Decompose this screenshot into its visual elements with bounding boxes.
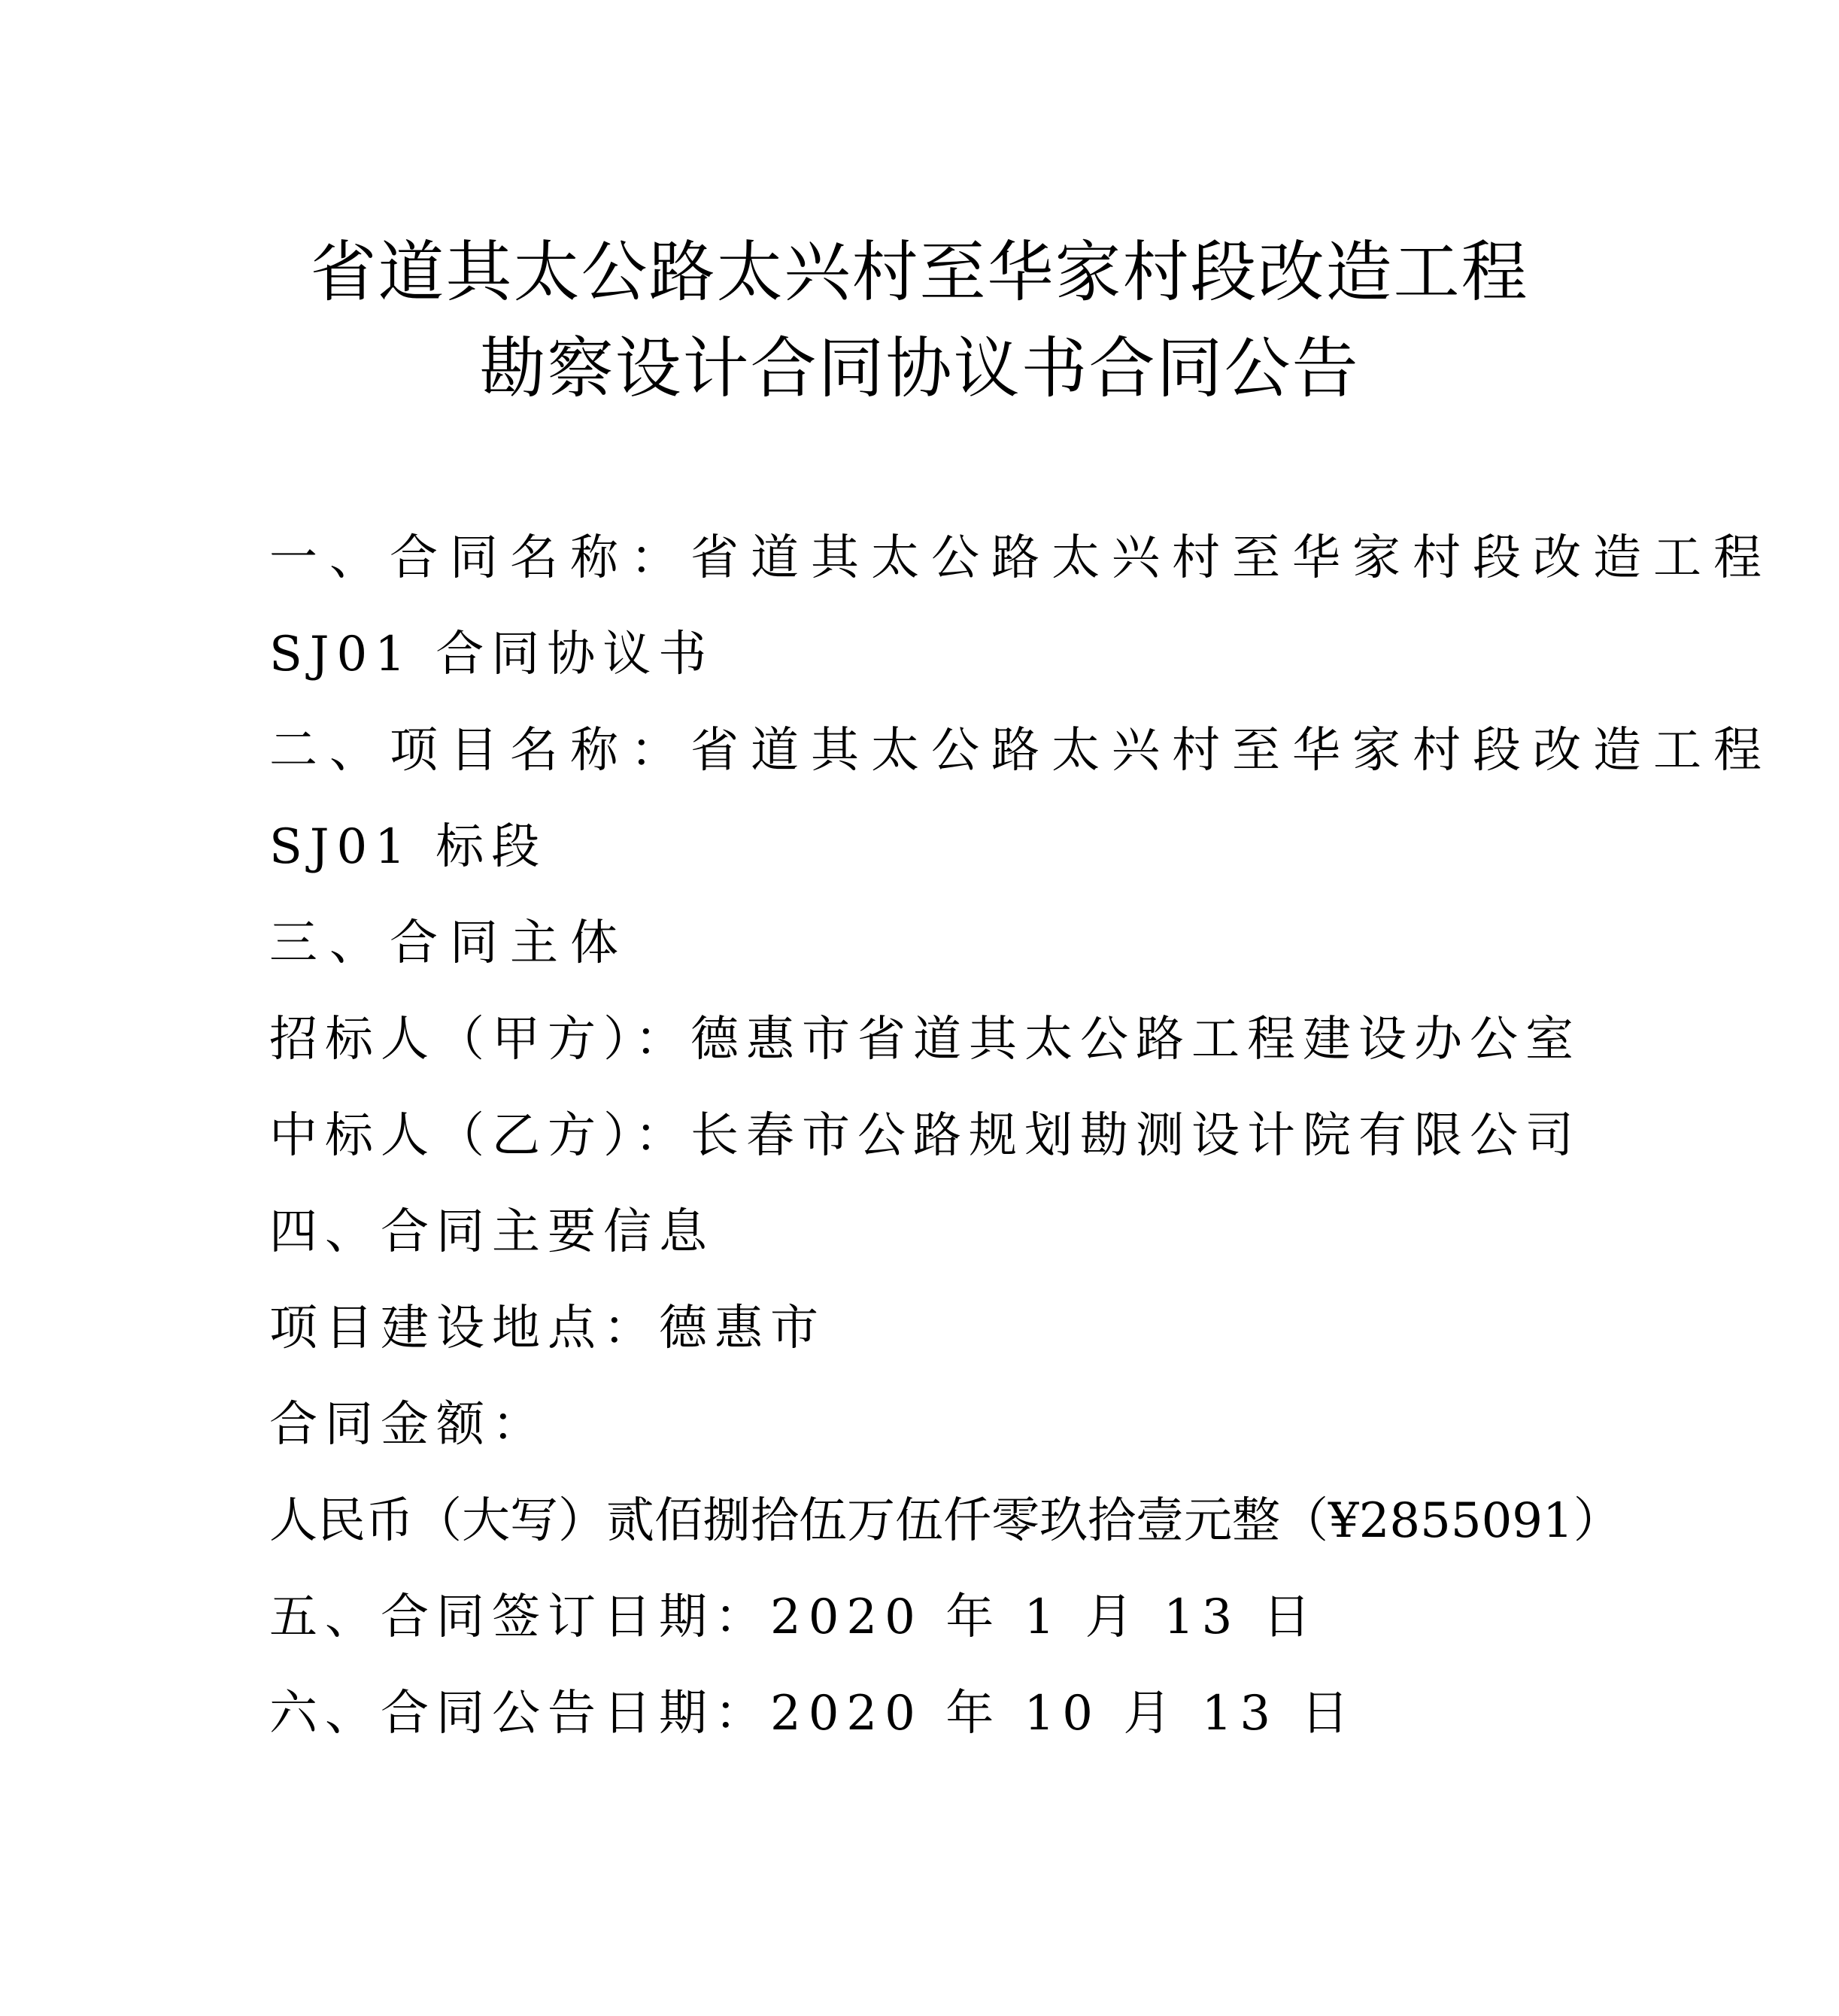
announcement-date-line: 六、合同公告日期：2020 年 10 月 13 日: [269, 1686, 1357, 1741]
winning-bidder-line: 中标人（乙方）：长春市公路规划勘测设计院有限公司: [269, 1108, 1581, 1164]
signing-date-line: 五、合同签订日期：2020 年 1 月 13 日: [269, 1589, 1319, 1645]
contract-name-line: 一、合同名称：省道其太公路太兴村至华家村段改造工程: [269, 530, 1774, 586]
project-location-line: 项目建设地点：德惠市: [269, 1301, 826, 1356]
contract-name-line-continued: SJ01 合同协议书: [269, 627, 715, 682]
project-name-line-continued: SJ01 标段: [269, 819, 548, 875]
contract-parties-heading: 三、合同主体: [269, 915, 630, 971]
contract-amount-value: 人民币（大写）贰佰捌拾伍万伍仟零玖拾壹元整（¥2855091）: [269, 1493, 1622, 1549]
document-title-line-1: 省道其太公路太兴村至华家村段改造工程: [310, 233, 1529, 311]
document-title-line-2: 勘察设计合同协议书合同公告: [479, 329, 1360, 407]
contract-info-heading: 四、合同主要信息: [269, 1204, 715, 1260]
contract-amount-label: 合同金额：: [269, 1397, 548, 1453]
project-name-line: 二、项目名称：省道其太公路太兴村至华家村段改造工程: [269, 723, 1774, 779]
tenderer-line: 招标人（甲方）：德惠市省道其太公路工程建设办公室: [269, 1012, 1581, 1067]
